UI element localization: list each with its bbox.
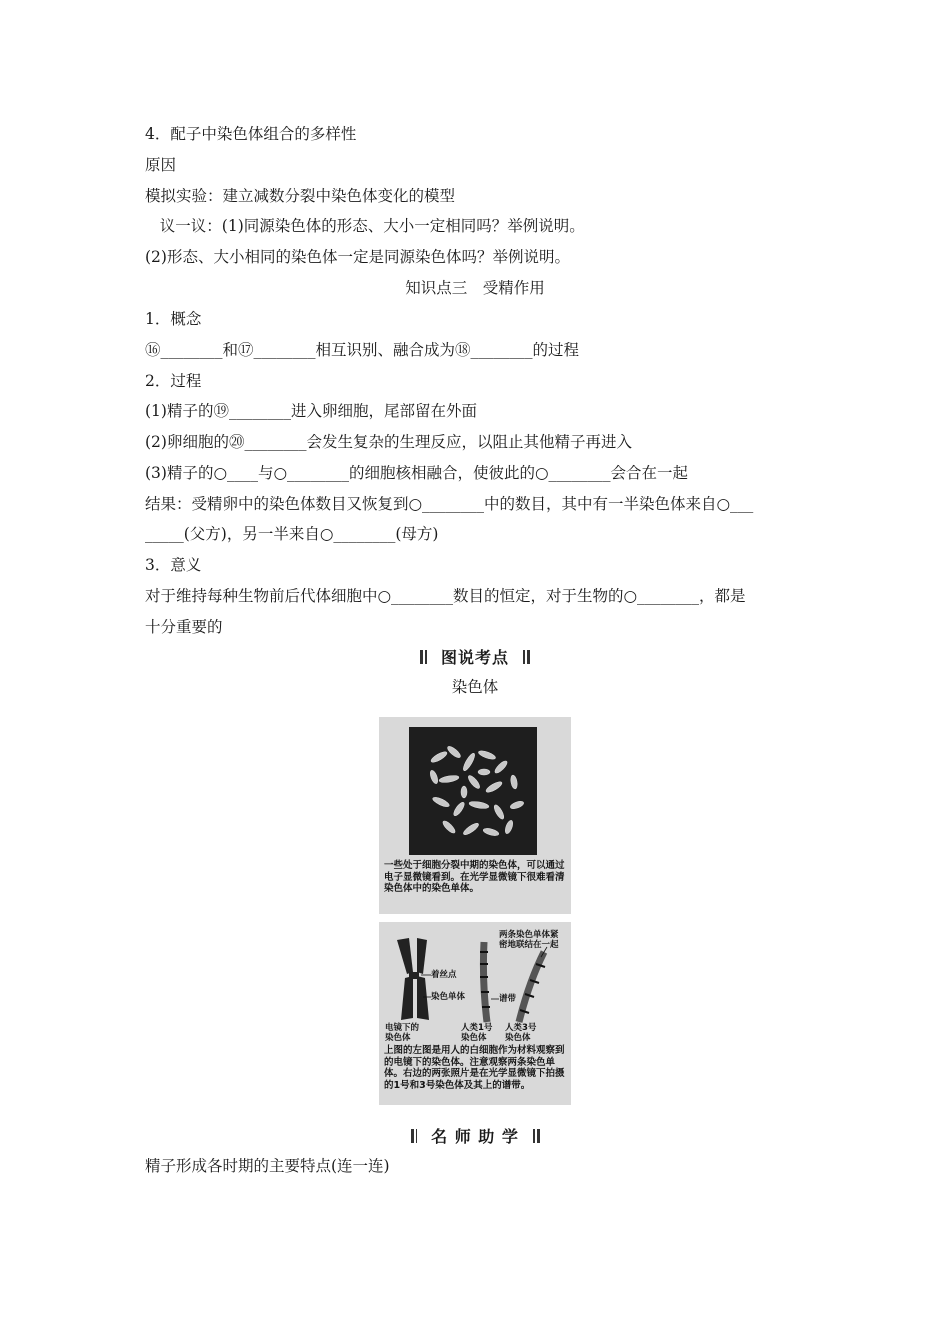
label-chromosome-3: 人类3号 染色体 [505,1023,537,1043]
chromosomes-photo [379,717,571,857]
text-process-2: (2)卵细胞的⑳________会发生复杂的生理反应，以阻止其他精子再进入 [145,433,632,451]
figure-1-caption: 一些处于细胞分裂中期的染色体，可以通过电子显微镜看到。在光学显微镜下很难看清染色体中的染色单体。 [384,860,565,894]
banner-figure-points [0,647,950,669]
label-two-chromatids: 两条染色单体紧 密地联结在一起 [499,930,559,950]
heading-4: 4．配子中染色体组合的多样性 [145,125,357,143]
text-meaning-1: 对于维持每种生物前后代体细胞中○________数目的恒定，对于生物的○________，都是 [145,587,746,605]
figure-chromosomes-em [379,717,571,914]
label-chromatid: 染色单体 [431,992,466,1002]
text-discuss-1: 议一议：(1)同源染色体的形态、大小一定相同吗？举例说明。 [145,217,585,235]
label-band: 谱带 [499,994,517,1004]
banner-teacher-help [0,1126,950,1148]
text-reason: 原因 [145,156,177,174]
text-process-1: (1)精子的⑲________进入卵细胞，尾部留在外面 [145,402,477,420]
banner-figure-points-label: 图说考点 [440,648,509,667]
text-result-1: 结果：受精卵中的染色体数目又恢复到○________中的数目，其中有一半染色体来自○___ [145,495,754,513]
text-simulation: 模拟实验：建立减数分裂中染色体变化的模型 [145,187,456,205]
figure-chromosome-bands [379,922,571,1105]
text-discuss-2: (2)形态、大小相同的染色体一定是同源染色体吗？举例说明。 [145,248,570,266]
heading-meaning: 3．意义 [145,556,202,574]
text-meaning-2: 十分重要的 [145,618,223,636]
banner-teacher-help-label: 名 师 助 学 [431,1127,519,1146]
section-title: 知识点三 受精作用 [405,279,545,297]
figure-2-caption: 上图的左图是用人的白细胞作为材料观察到的电镜下的染色体。注意观察两条染色单体。右边的两张照片是在光学显微镜下拍摄的1号和3号染色体及其上的谱带。 [384,1045,565,1091]
text-concept: ⑯________和⑰________相互识别、融合成为⑱________的过程 [145,341,580,359]
text-process-3: (3)精子的○____与○________的细胞核相融合，使彼此的○________会合在一起 [145,464,689,482]
figure-title: 染色体 [451,678,499,696]
label-chromosome-1: 人类1号 染色体 [461,1023,493,1043]
heading-concept: 1．概念 [145,310,202,328]
heading-process: 2．过程 [145,372,202,390]
text-sperm-stages: 精子形成各时期的主要特点(连一连) [145,1157,390,1175]
label-em-chromosome: 电镜下的 染色体 [385,1023,420,1043]
label-centromere: 着丝点 [431,970,457,980]
text-result-2: _____(父方)，另一半来自○________(母方) [145,525,439,543]
